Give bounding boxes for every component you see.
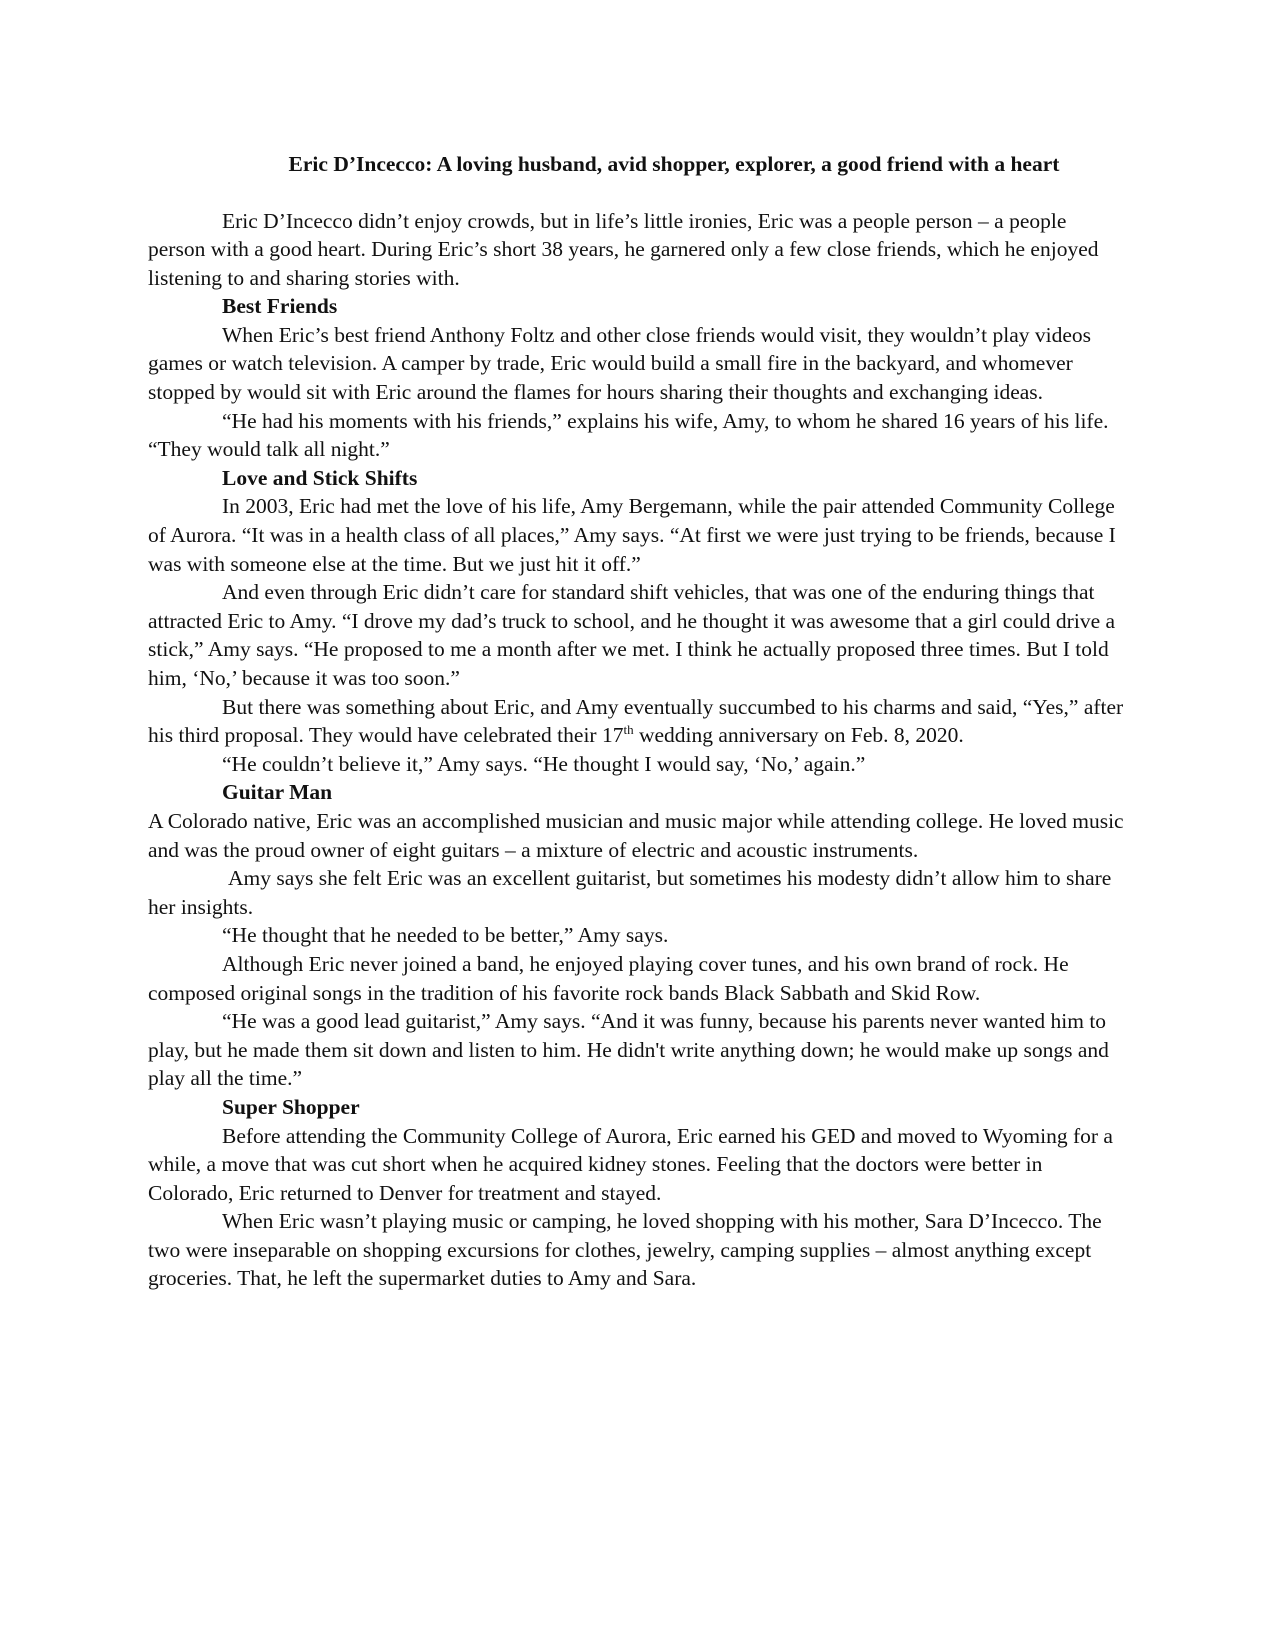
paragraph-cover-tunes: Although Eric never joined a band, he enjoyed playing cover tunes, and his own brand of rock. He composed original songs in the tradition of his favorite rock bands Black Sabbath and Skid Row.	[148, 951, 1069, 1005]
paragraph-ged-wyoming: Before attending the Community College of Aurora, Eric earned his GED and moved to Wyoming for a while, a move that was cut short when he acquired kidney stones. Feeling that the doctors were better in Colorado, Eric returned to Denver for treatment and stayed.	[148, 1123, 1113, 1205]
paragraph-campfire: When Eric’s best friend Anthony Foltz and other close friends would visit, they wouldn’t play videos games or watch television. A camper by trade, Eric would build a small fire in the backyard, and whomever stopped by would sit with Eric around the flames for hours sharing their thoughts and exchanging ideas.	[148, 322, 1092, 405]
section-heading-best-friends: Best Friends	[222, 294, 338, 319]
paragraph-proposal-text: But there was something about Eric, and Amy eventually succumbed to his charms and said, “Yes,” after his third proposal. They would have celebrated their 17	[148, 694, 1124, 748]
paragraph-shopping: When Eric wasn’t playing music or camping, he loved shopping with his mother, Sara D’Incecco. The two were inseparable on shopping excursions for clothes, jewelry, camping supplies – almost anything except groceries. That, he left the supermarket duties to Amy and Sara.	[148, 1209, 1102, 1291]
paragraph-quote-lead-guitarist: “He was a good lead guitarist,” Amy says. “And it was funny, because his parents never wanted him to play, but he made them sit down and listen to him. He didn't write anything down; he would make up songs and play all the time.”	[148, 1009, 1109, 1091]
section-heading-guitar-man: Guitar Man	[222, 780, 333, 805]
document-title: Eric D’Incecco: A loving husband, avid shopper, explorer, a good friend with a heart	[288, 152, 1060, 176]
section-heading-love-and-stick-shifts: Love and Stick Shifts	[222, 465, 418, 490]
paragraph-quote-better: “He thought that he needed to be better,” Amy says.	[222, 923, 669, 948]
paragraph-intro: Eric D’Incecco didn’t enjoy crowds, but in life’s little ironies, Eric was a people person – a people person with a good heart. During Eric’s short 38 years, he garnered only a few close friends, which he enjoyed listening to and sharing stories with.	[148, 208, 1099, 290]
paragraph-meeting-amy: In 2003, Eric had met the love of his life, Amy Bergemann, while the pair attended Community College of Aurora. “It was in a health class of all places,” Amy says. “At first we were just trying to be friends, because I was with someone else at the time. But we just hit it off.”	[148, 494, 1116, 576]
document-page	[148, 150, 1126, 1293]
ordinal-suffix: th	[623, 722, 634, 738]
paragraph-proposal-text-end: wedding anniversary on Feb. 8, 2020.	[633, 723, 964, 748]
paragraph-quote-believe: “He couldn’t believe it,” Amy says. “He thought I would say, ‘No,’ again.”	[222, 751, 866, 776]
paragraph-stick-shift: And even through Eric didn’t care for standard shift vehicles, that was one of the enduring things that attracted Eric to Amy. “I drove my dad’s truck to school, and he thought it was awesome that a girl could drive a stick,” Amy says. “He proposed to me a month after we met. I think he actually proposed three times. But I told him, ‘No,’ because it was too soon.”	[148, 580, 1116, 690]
paragraph-proposal	[148, 693, 1126, 750]
paragraph-quote-friends: “He had his moments with his friends,” explains his wife, Amy, to whom he shared 16 years of his life. “They would talk all night.”	[148, 408, 1109, 462]
paragraph-musician: A Colorado native, Eric was an accomplished musician and music major while attending college. He loved music and was the proud owner of eight guitars – a mixture of electric and acoustic instruments.	[148, 808, 1124, 862]
paragraph-guitarist-modesty: Amy says she felt Eric was an excellent guitarist, but sometimes his modesty didn’t allow him to share her insights.	[148, 866, 1112, 919]
section-heading-super-shopper: Super Shopper	[222, 1094, 360, 1119]
